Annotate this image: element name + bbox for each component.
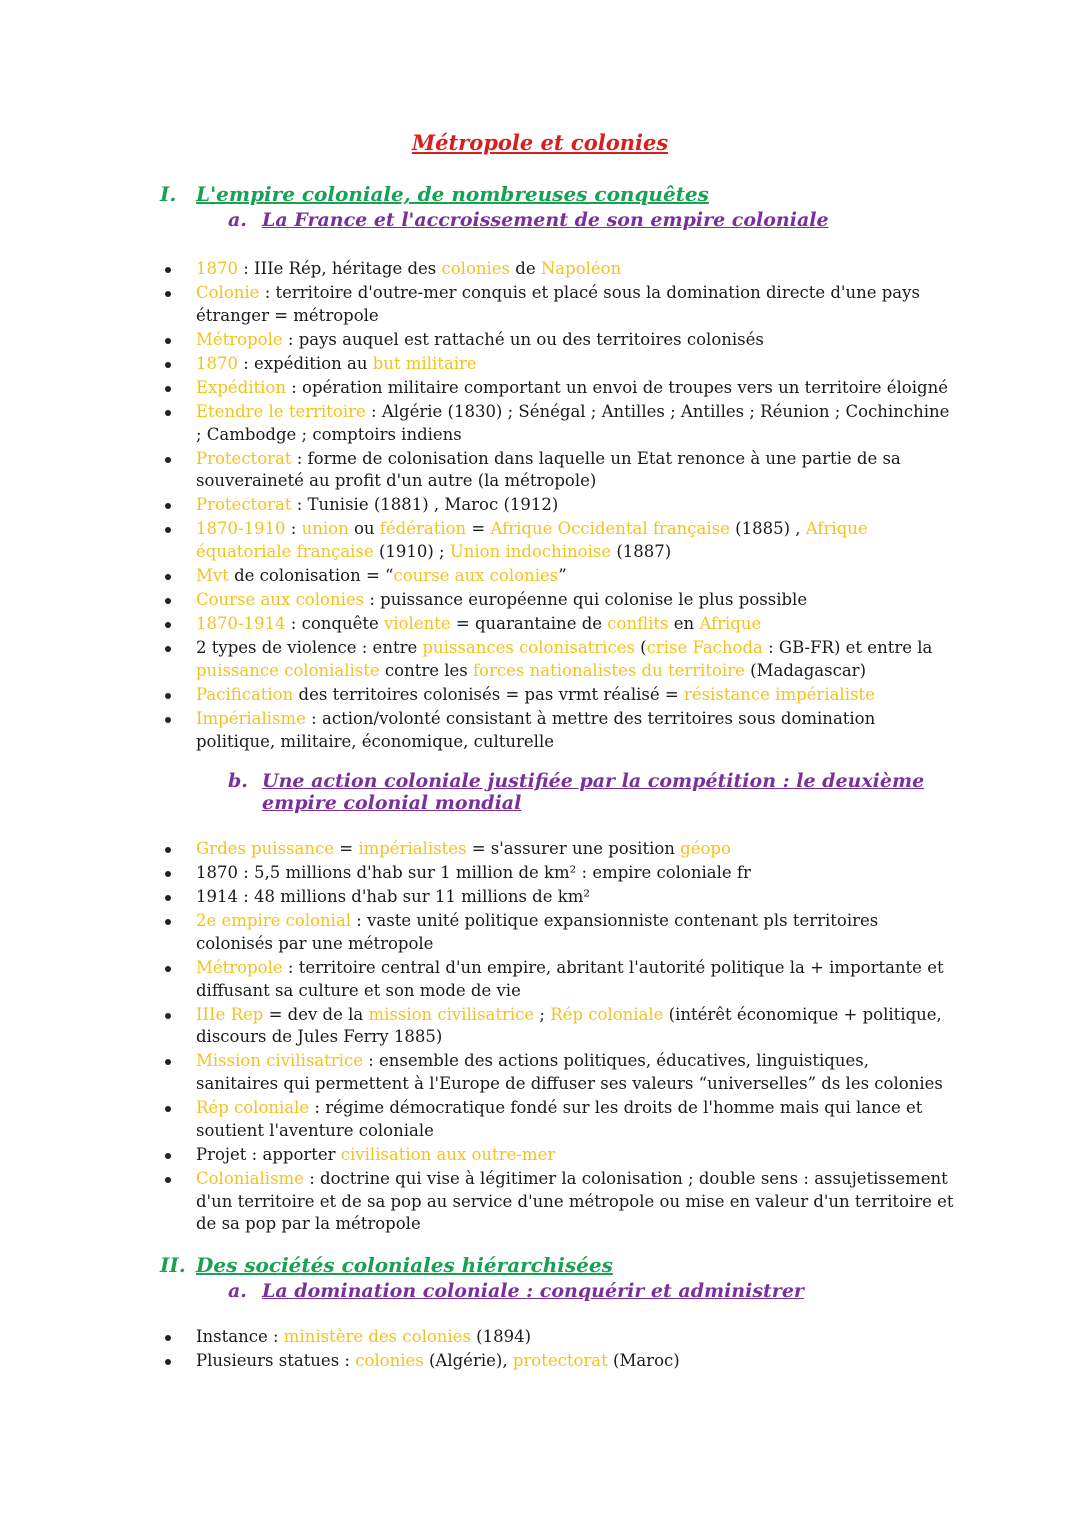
highlighted-term: Afrique Occidental française — [490, 519, 730, 539]
item-text: : territoire d'outre-mer conquis et placé sous la domination directe d'une pays étranger = métropole — [196, 282, 920, 325]
item-text: : pays auquel est rattaché un ou des territoires colonisés — [282, 329, 764, 349]
list-item — [0, 708, 956, 754]
section-2-title: Des sociétés coloniales hiérarchisées — [196, 1253, 613, 1277]
item-text: = s'assurer une position — [466, 839, 681, 858]
item-text: : expédition au — [238, 353, 373, 373]
page-title: Métropole et colonies — [411, 130, 669, 155]
highlighted-term: colonies — [441, 259, 511, 278]
highlighted-term: géopo — [680, 839, 731, 858]
highlighted-term: 1870 — [196, 259, 238, 278]
highlighted-term: puissance colonialiste — [196, 660, 380, 680]
item-text: : Tunisie (1881) , Maroc (1912) — [291, 495, 559, 515]
highlighted-term: colonies — [355, 1350, 424, 1370]
highlighted-term: Pacification — [196, 684, 294, 704]
highlighted-term: puissances colonisatrices — [422, 638, 635, 657]
highlighted-term: Métropole — [196, 329, 283, 349]
item-text: ; — [534, 1004, 551, 1024]
highlighted-term: crise Fachoda — [646, 638, 763, 657]
section-2-heading — [160, 1253, 613, 1277]
list-item — [0, 613, 956, 636]
item-text: = — [333, 839, 359, 858]
section-2a-heading — [228, 1280, 942, 1302]
item-text: ” — [558, 566, 567, 586]
highlighted-term: protectorat — [512, 1350, 608, 1370]
item-text: Plusieurs statues : — [196, 1350, 356, 1370]
highlighted-term: Union indochinoise — [449, 542, 612, 562]
section-1a-heading — [228, 209, 942, 231]
item-text: : — [285, 519, 302, 539]
highlighted-term: Impérialisme — [196, 708, 306, 728]
section-1a-list — [0, 258, 1080, 755]
item-text: (1885) , — [729, 519, 806, 539]
item-text: Instance : — [196, 1327, 284, 1346]
item-text: 1914 : 48 millions d'hab sur 11 millions de km² — [196, 886, 591, 906]
highlighted-term: fédération — [379, 519, 467, 539]
section-1b-title: Une action coloniale justifiée par la compétition : le deuxième empire colonial mondial — [262, 770, 925, 814]
highlighted-term: civilisation aux outre-mer — [340, 1144, 556, 1164]
highlighted-term: Grdes puissance — [196, 839, 334, 858]
list-item — [0, 282, 956, 328]
section-1a-label: a. — [228, 209, 247, 231]
item-text: = dev de la — [263, 1004, 369, 1024]
highlighted-term: impérialistes — [358, 839, 467, 858]
list-item — [0, 1004, 956, 1050]
highlighted-term: Protectorat — [196, 448, 292, 468]
list-item — [0, 957, 956, 1003]
section-1a-title: La France et l'accroissement de son empire coloniale — [262, 209, 829, 231]
item-text: (intérêt économique + politique, discours de Jules Ferry 1885) — [196, 1004, 942, 1047]
list-item — [0, 862, 956, 885]
highlighted-term: union — [301, 519, 349, 539]
highlighted-term: Colonie — [196, 282, 260, 302]
item-text: : régime démocratique fondé sur les droits de l'homme mais qui lance et soutient l'aventure coloniale — [196, 1098, 923, 1140]
list-item — [0, 910, 956, 956]
item-text: = — [466, 519, 491, 539]
section-1b-list — [0, 838, 1080, 1237]
list-item — [0, 1050, 956, 1096]
list-item — [0, 1097, 956, 1143]
section-1b-label: b. — [228, 770, 248, 792]
highlighted-term: course aux colonies — [393, 566, 559, 586]
item-text: : doctrine qui vise à légitimer la colonisation ; double sens : assujetissement d'un territoire et de sa pop au service d'une métropole ou mise en valeur d'un territoire et de sa pop par la métropole — [196, 1168, 954, 1234]
item-text: (1910) ; — [373, 542, 450, 562]
highlighted-term: Mvt — [196, 566, 229, 586]
list-item — [0, 1326, 956, 1349]
list-item — [0, 1144, 956, 1167]
list-item — [0, 329, 956, 352]
section-1-title: L'empire coloniale, de nombreuses conquêtes — [196, 182, 709, 206]
list-item — [0, 684, 956, 707]
item-text: : GB-FR) et entre la — [762, 638, 933, 657]
item-text: (Algérie), — [423, 1350, 513, 1370]
highlighted-term: Mission civilisatrice — [196, 1051, 363, 1071]
highlighted-term: violente — [384, 614, 451, 634]
highlighted-term: Afrique équatoriale française — [196, 519, 868, 562]
item-text: de — [510, 259, 541, 278]
item-text: : opération militaire comportant un envoi de troupes vers un territoire éloigné — [286, 377, 948, 397]
list-item — [0, 1168, 956, 1236]
highlighted-term: Colonialisme — [196, 1168, 304, 1188]
highlighted-term: Etendre le territoire — [196, 401, 366, 421]
item-text: : action/volonté consistant à mettre des territoires sous domination politique, militaire, économique, culturelle — [196, 708, 876, 751]
section-2a-label: a. — [228, 1280, 247, 1302]
section-1-heading — [160, 182, 709, 206]
item-text: : IIIe Rép, héritage des — [238, 259, 442, 278]
highlighted-term: résistance impérialiste — [683, 684, 875, 704]
item-text: des territoires colonisés = pas vrmt réalisé = — [293, 684, 684, 704]
item-text: (Maroc) — [607, 1350, 680, 1370]
highlighted-term: 1870-1914 — [196, 614, 286, 634]
item-text: ( — [634, 638, 647, 657]
list-item — [0, 353, 956, 376]
section-2a-title: La domination coloniale : conquérir et administrer — [262, 1280, 804, 1302]
list-item — [0, 589, 956, 612]
list-item — [0, 494, 956, 517]
item-text: : vaste unité politique expansionniste contenant pls territoires colonisés par une métropole — [196, 910, 879, 953]
item-text: : forme de colonisation dans laquelle un Etat renonce à une partie de sa souveraineté au profit d'un autre (la métropole) — [196, 448, 901, 491]
item-text: : puissance européenne qui colonise le plus possible — [364, 590, 808, 610]
section-2-number: II. — [160, 1253, 186, 1277]
highlighted-term: Afrique — [699, 614, 762, 634]
highlighted-term: conflits — [607, 614, 669, 634]
list-item — [0, 258, 956, 281]
item-text: (1887) — [611, 542, 672, 562]
item-text: : Algérie (1830) ; Sénégal ; Antilles ; Antilles ; Réunion ; Cochinchine ; Cambodge ; comptoirs indiens — [196, 401, 950, 444]
highlighted-term: IIIe Rep — [196, 1004, 264, 1024]
highlighted-term: Rép coloniale — [196, 1098, 310, 1118]
list-item — [0, 886, 956, 909]
section-1b-heading — [228, 770, 942, 814]
highlighted-term: Métropole — [196, 957, 283, 977]
item-text: (Madagascar) — [744, 660, 867, 680]
highlighted-term: Rép coloniale — [550, 1004, 664, 1024]
highlighted-term: Protectorat — [196, 495, 292, 515]
item-text: (1894) — [470, 1327, 532, 1346]
highlighted-term: 1870 — [196, 353, 238, 373]
item-text: contre les — [379, 660, 473, 680]
item-text: = quarantaine de — [450, 614, 608, 634]
item-text: : conquête — [285, 614, 385, 634]
highlighted-term: Course aux colonies — [196, 590, 365, 610]
list-item — [0, 448, 956, 494]
highlighted-term: but militaire — [372, 353, 477, 373]
item-text: : ensemble des actions politiques, éducatives, linguistiques, sanitaires qui permettent à l'Europe de diffuser ses valeurs “universelles” ds les colonies — [196, 1051, 943, 1094]
section-2a-list — [0, 1326, 1080, 1374]
item-text: 2 types de violence : entre — [196, 638, 423, 657]
highlighted-term: mission civilisatrice — [368, 1004, 535, 1024]
item-text: de colonisation = “ — [228, 566, 394, 586]
highlighted-term: Expédition — [196, 377, 286, 397]
highlighted-term: ministère des colonies — [283, 1327, 471, 1346]
item-text: en — [668, 614, 700, 634]
item-text: : territoire central d'un empire, abritant l'autorité politique la + importante et diffusant sa culture et son mode de vie — [196, 957, 944, 1000]
list-item — [0, 838, 956, 861]
list-item — [0, 377, 956, 400]
item-text: Projet : apporter — [196, 1144, 341, 1164]
highlighted-term: 1870-1910 — [196, 519, 286, 539]
list-item — [0, 401, 956, 447]
highlighted-term: Napoléon — [540, 259, 622, 278]
highlighted-term: 2e empire colonial — [196, 910, 352, 930]
list-item — [0, 637, 956, 683]
item-text: ou — [348, 519, 380, 539]
list-item — [0, 518, 956, 564]
list-item — [0, 1350, 956, 1373]
section-1-number: I. — [160, 182, 177, 206]
item-text: 1870 : 5,5 millions d'hab sur 1 million de km² : empire coloniale fr — [196, 862, 751, 882]
list-item — [0, 565, 956, 588]
highlighted-term: forces nationalistes du territoire — [473, 660, 745, 680]
